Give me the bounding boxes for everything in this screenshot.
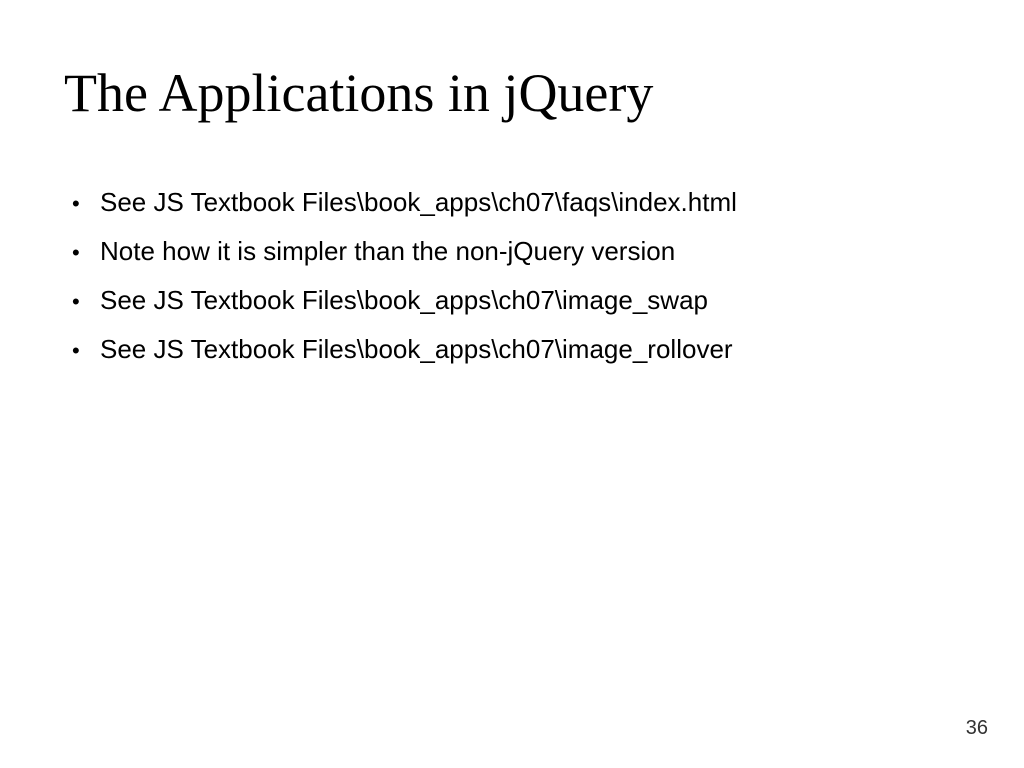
bullet-text: See JS Textbook Files\book_apps\ch07\image_swap (100, 285, 709, 315)
slide-title: The Applications in jQuery (64, 63, 654, 123)
page-number: 36 (965, 717, 988, 739)
bullet-text: See JS Textbook Files\book_apps\ch07\faqs\index.html (100, 187, 737, 217)
bullet-text: Note how it is simpler than the non-jQuery version (100, 236, 676, 266)
bullet-list (72, 186, 737, 382)
bullet-text: See JS Textbook Files\book_apps\ch07\image_rollover (100, 334, 733, 364)
list-item (72, 284, 737, 333)
bullet-icon: • (72, 338, 80, 363)
list-item (72, 186, 737, 235)
bullet-icon: • (72, 289, 80, 314)
list-item (72, 333, 737, 382)
bullet-icon: • (72, 191, 80, 216)
list-item (72, 235, 737, 284)
bullet-icon: • (72, 240, 80, 265)
